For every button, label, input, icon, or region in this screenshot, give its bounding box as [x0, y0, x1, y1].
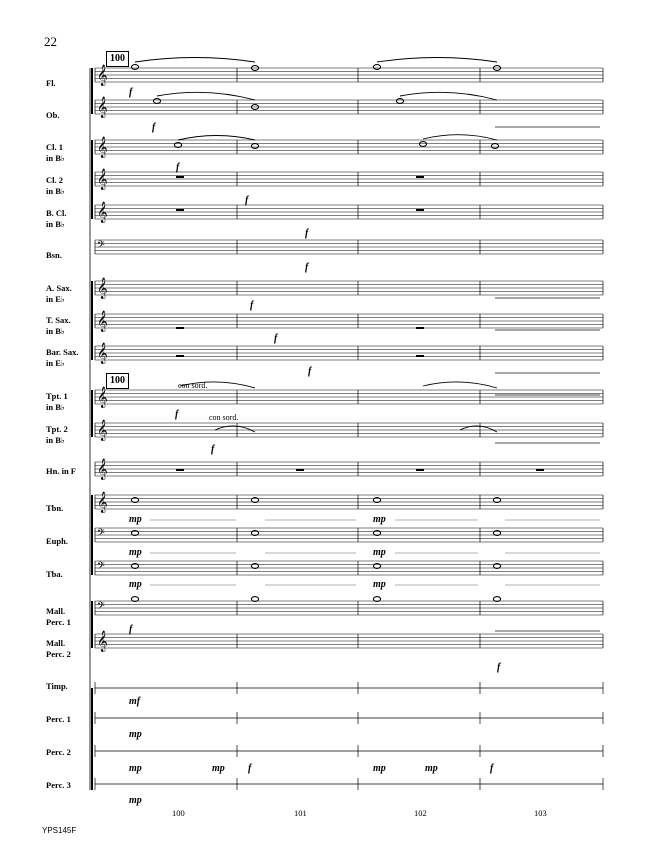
dynamic-mp: mp [129, 514, 142, 525]
label-trombone: Tbn. [46, 503, 64, 513]
rest [416, 469, 424, 471]
label-mallet-perc-1-b: Perc. 1 [46, 617, 71, 627]
label-mallet-perc-1-a: Mall. [46, 606, 66, 616]
publisher-code: YPS145F [42, 826, 77, 835]
label-trumpet-2-name: Tpt. 2 [46, 424, 68, 434]
label-tuba: Tba. [46, 569, 63, 579]
dynamic-mp: mp [212, 763, 225, 774]
dynamic-mp: mp [129, 795, 142, 806]
treble-clef: 𝄞 [97, 343, 108, 364]
dynamic-mp: mp [129, 547, 142, 558]
dynamic-f: f [175, 409, 179, 420]
con-sord-text: con sord. [178, 381, 208, 390]
dynamic-mf: mf [129, 696, 141, 707]
notehead [396, 99, 403, 104]
dynamic-f: f [497, 662, 501, 673]
label-clarinet-2-key: in B♭ [46, 186, 65, 196]
dynamic-f: f [176, 162, 180, 173]
slur [178, 136, 255, 141]
label-alto-sax-name: A. Sax. [46, 283, 72, 293]
dynamic-mp: mp [373, 579, 386, 590]
rest [296, 469, 304, 471]
rehearsal-mark: 100 [106, 51, 129, 67]
bar-number: 103 [534, 808, 547, 818]
dynamic-mp: mp [425, 763, 438, 774]
dynamic-f: f [274, 333, 278, 344]
dynamic-mp: mp [129, 729, 142, 740]
rest [536, 469, 544, 471]
label-oboe: Ob. [46, 110, 60, 120]
notehead [131, 597, 138, 602]
bass-clef: 𝄢 [97, 527, 105, 541]
slur [460, 426, 497, 432]
treble-clef: 𝄞 [97, 311, 108, 332]
con-sord-text: con sord. [209, 413, 239, 422]
treble-clef: 𝄞 [97, 97, 108, 118]
label-clarinet-1-key: in B♭ [46, 153, 65, 163]
label-bari-sax-key: in E♭ [46, 358, 65, 368]
notehead [251, 597, 258, 602]
bar-number: 101 [294, 808, 307, 818]
dynamic-f: f [129, 624, 133, 635]
rest [176, 355, 184, 357]
slur [157, 92, 255, 100]
label-alto-sax-key: in E♭ [46, 294, 65, 304]
dynamic-mp: mp [373, 514, 386, 525]
label-clarinet-2-name: Cl. 2 [46, 175, 63, 185]
label-bari-sax-name: Bar. Sax. [46, 347, 79, 357]
dynamic-f: f [250, 300, 254, 311]
bass-clef: 𝄢 [97, 239, 105, 253]
treble-clef: 𝄞 [97, 492, 108, 513]
treble-clef: 𝄞 [97, 169, 108, 190]
slur [377, 58, 497, 63]
dynamic-f: f [490, 763, 494, 774]
rest [416, 176, 424, 178]
label-euphonium: Euph. [46, 536, 68, 546]
rest [176, 327, 184, 329]
label-perc-2: Perc. 2 [46, 747, 71, 757]
notehead [131, 65, 138, 70]
slur [135, 58, 255, 63]
notehead [419, 142, 426, 147]
dynamic-f: f [211, 444, 215, 455]
label-mallet-perc-2-b: Perc. 2 [46, 649, 71, 659]
notehead [251, 144, 258, 149]
bass-clef: 𝄢 [97, 600, 105, 614]
bass-clef: 𝄢 [97, 560, 105, 574]
slur [215, 426, 255, 432]
rest [416, 355, 424, 357]
label-tenor-sax-name: T. Sax. [46, 315, 71, 325]
notehead [373, 597, 380, 602]
page-number: 22 [44, 34, 57, 49]
treble-clef: 𝄞 [97, 202, 108, 223]
slur [423, 382, 497, 388]
dynamic-f: f [248, 763, 252, 774]
notehead [493, 597, 500, 602]
dynamic-f: f [305, 262, 309, 273]
treble-clef: 𝄞 [97, 278, 108, 299]
dynamic-mp: mp [129, 579, 142, 590]
label-bass-clarinet-name: B. Cl. [46, 208, 67, 218]
bar-number: 102 [414, 808, 427, 818]
label-tenor-sax-key: in B♭ [46, 326, 65, 336]
treble-clef: 𝄞 [97, 65, 108, 86]
dynamic-f: f [152, 122, 156, 133]
dynamic-mp: mp [373, 763, 386, 774]
rehearsal-mark-brass: 100 [106, 373, 129, 389]
label-flute: Fl. [46, 78, 56, 88]
treble-clef: 𝄞 [97, 137, 108, 158]
label-bass-clarinet-key: in B♭ [46, 219, 65, 229]
dynamic-f: f [245, 195, 249, 206]
treble-clef: 𝄞 [97, 387, 108, 408]
dynamic-mp: mp [129, 763, 142, 774]
label-perc-1: Perc. 1 [46, 714, 71, 724]
rest [416, 327, 424, 329]
dynamic-mp: mp [373, 547, 386, 558]
slur [400, 92, 497, 100]
notehead [373, 65, 380, 70]
rest [176, 209, 184, 211]
treble-clef: 𝄞 [97, 631, 108, 652]
treble-clef: 𝄞 [97, 420, 108, 441]
slur [423, 135, 497, 140]
treble-clef: 𝄞 [97, 459, 108, 480]
bar-number: 100 [172, 808, 185, 818]
label-mallet-perc-2-a: Mall. [46, 638, 66, 648]
label-perc-3: Perc. 3 [46, 780, 71, 790]
label-trumpet-1-name: Tpt. 1 [46, 391, 68, 401]
rest [176, 469, 184, 471]
label-trumpet-1-key: in B♭ [46, 402, 65, 412]
label-trumpet-2-key: in B♭ [46, 435, 65, 445]
notehead [491, 144, 498, 149]
label-bassoon: Bsn. [46, 250, 62, 260]
notehead [153, 99, 160, 104]
dynamic-f: f [305, 228, 309, 239]
rest [416, 209, 424, 211]
dynamic-f: f [308, 366, 312, 377]
label-clarinet-1-name: Cl. 1 [46, 142, 63, 152]
rest [176, 176, 184, 178]
label-horn: Hn. in F [46, 466, 76, 476]
label-timpani: Timp. [46, 681, 68, 691]
dynamic-f: f [129, 87, 133, 98]
